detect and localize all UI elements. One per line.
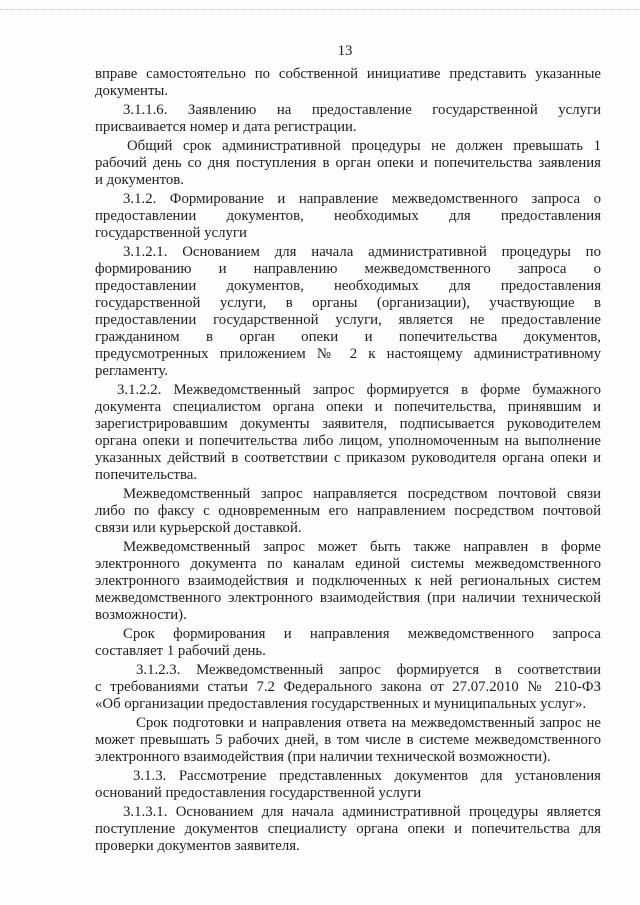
- text-line: «Об организации предоставления государственных и муниципальных услуг».: [95, 696, 587, 712]
- paragraph-3-1-1-6: [95, 102, 601, 136]
- text-line: составляет 1 рабочий день.: [95, 643, 266, 659]
- text-line: предоставлении государственной услуги, является не предоставление: [95, 312, 601, 328]
- text-line: 3.1.2. Формирование и направление межведомственного запроса о: [123, 191, 601, 207]
- text-line: документа специалистом органа опеки и попечительства, принявшим и: [95, 399, 601, 415]
- paragraph-3-1-2-1: [95, 244, 601, 380]
- paragraph-3-1-2-3: [95, 662, 601, 713]
- text-line: 3.1.2.2. Межведомственный запрос формируется в форме бумажного: [117, 382, 601, 398]
- text-line: вправе самостоятельно по собственной инициативе представить указанные: [95, 66, 601, 82]
- text-line: связи или курьерской доставкой.: [95, 520, 302, 536]
- text-line: 3.1.2.3. Межведомственный запрос формируется в соответствии: [136, 662, 601, 678]
- text-line: указанных действий в соответствии с приказом руководителя органа опеки и: [95, 450, 601, 466]
- text-line: гражданином в орган опеки и попечительства документов,: [95, 329, 601, 345]
- text-line: документы.: [95, 83, 169, 99]
- text-line: Срок подготовки и направления ответа на межведомственный запрос не: [136, 715, 601, 731]
- paragraph-electronic-request: [95, 539, 601, 624]
- text-line: Срок формирования и направления межведомственного запроса: [123, 626, 601, 642]
- text-line: возможности).: [95, 607, 187, 623]
- text-line: предусмотренных приложением № 2 к настоящему административному: [95, 346, 601, 362]
- section-heading-3-1-3: [95, 768, 601, 802]
- text-line: может превышать 5 рабочих дней, в том числе в системе межведомственного: [95, 732, 601, 748]
- text-line: проверки документов заявителя.: [95, 838, 300, 854]
- section-heading-3-1-2: [95, 191, 601, 242]
- text-line: межведомственного электронного взаимодействия (при наличии технической: [95, 590, 601, 606]
- text-line: государственной услуги: [95, 225, 247, 241]
- text-line: государственной услуги, в органы (организации), участвующие в: [95, 295, 601, 311]
- text-line: 3.1.3.1. Основанием для начала административной процедуры является: [123, 804, 601, 820]
- paragraph-continuation: [95, 66, 601, 100]
- paragraph-3-1-2-2: [95, 382, 601, 484]
- text-line: оснований предоставления государственной услуги: [95, 785, 422, 801]
- paragraph-request-term: [95, 626, 601, 660]
- text-line: 3.1.2.1. Основанием для начала административной процедуры по: [123, 244, 601, 260]
- paragraph-response-term: [95, 715, 601, 766]
- scan-edge-artifact: [0, 9, 640, 10]
- text-line: попечительства.: [95, 467, 198, 483]
- paragraph-procedure-term: [95, 138, 601, 189]
- text-line: Межведомственный запрос направляется посредством почтовой связи: [123, 486, 601, 502]
- text-line: 3.1.3. Рассмотрение представленных документов для установления: [133, 768, 601, 784]
- text-line: поступление документов специалисту органа опеки и попечительства для: [95, 821, 601, 837]
- text-line: органа опеки и попечительства либо лицом, уполномоченным на выполнение: [95, 433, 601, 449]
- text-line: электронного взаимодействия и подключенных к ней региональных систем: [95, 573, 601, 589]
- text-line: электронного взаимодействия (при наличии технической возможности).: [95, 749, 551, 765]
- text-line: 3.1.1.6. Заявлению на предоставление государственной услуги: [123, 102, 601, 118]
- text-line: предоставлении документов, необходимых для предоставления: [95, 208, 601, 224]
- text-line: либо по факсу с одновременным его направлением посредством почтовой: [95, 503, 601, 519]
- text-line: электронного документа по каналам единой системы межведомственного: [95, 556, 601, 572]
- text-line: с требованиями статьи 7.2 Федерального закона от 27.07.2010 № 210-ФЗ: [95, 679, 601, 695]
- text-line: присваивается номер и дата регистрации.: [95, 119, 357, 135]
- page-number: 13: [337, 43, 353, 59]
- text-line: регламенту.: [95, 363, 168, 379]
- text-line: Общий срок административной процедуры не должен превышать 1: [127, 138, 601, 154]
- text-line: и документов.: [95, 172, 184, 188]
- text-line: предоставлении документов, необходимых для предоставления: [95, 278, 601, 294]
- text-line: зарегистрировавшим документы заявителя, подписывается руководителем: [95, 416, 601, 432]
- paragraph-request-delivery: [95, 486, 601, 537]
- document-body: [95, 66, 601, 857]
- text-line: рабочий день со дня поступления в орган опеки и попечительства заявления: [95, 155, 601, 171]
- paragraph-3-1-3-1: [95, 804, 601, 855]
- text-line: Межведомственный запрос может быть также направлен в форме: [123, 539, 601, 555]
- text-line: формированию и направлению межведомственного запроса о: [95, 261, 601, 277]
